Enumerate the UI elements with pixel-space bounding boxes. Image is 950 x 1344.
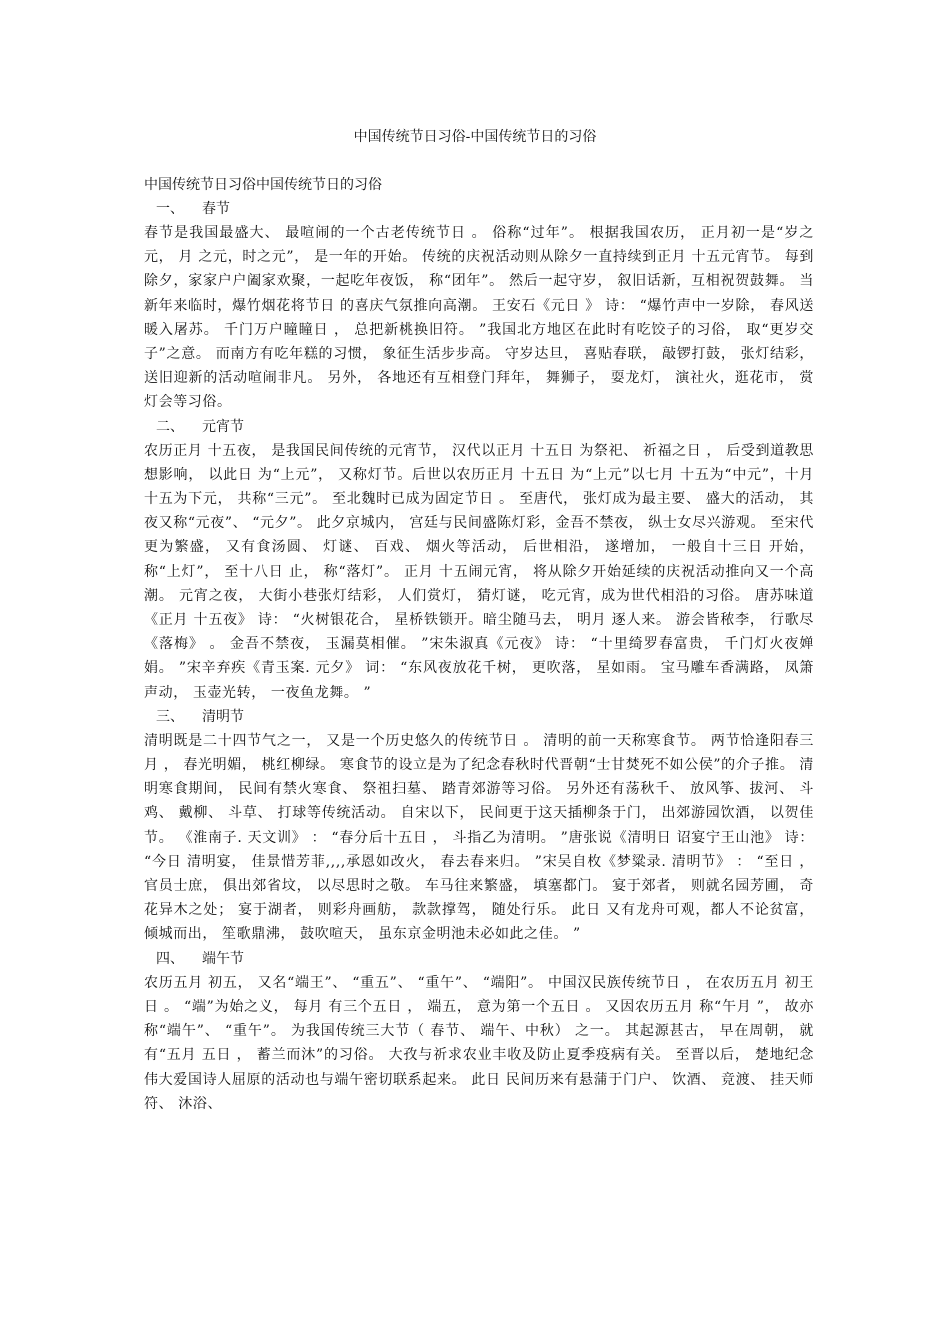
section-number: 四、 [156, 950, 184, 967]
section-heading [144, 705, 814, 729]
document-subtitle: 中国传统节日习俗中国传统节日的习俗 [144, 177, 382, 193]
section-paragraph: 春节是我国最盛大、 最喧闹的一个古老传统节日 。 俗称“过年”。 根据我国农历， 正月初一是“岁之元， 月 之元，时之元”， 是一年的开始。 传统的庆祝活动则从除夕一直持续到正月 十五元宵节。 每到除夕，家家户户阖家欢聚，一起吃年夜饭， 称“团年”。 然后一起守岁， 叙旧话新，互相祝贺鼓舞。 当新年来临时，爆竹烟花将节日 的喜庆气氛推向高潮。 王安石《元日 》 诗： “爆竹声中一岁除， 春风送暖入屠苏。 千门万户瞳瞳日 ， 总把新桃换旧符。 ”我国北方地区在此时有吃饺子的习俗， 取“更岁交子”之意。 而南方有吃年糕的习惯， 象征生活步步高。 守岁达旦， 喜贴春联， 敲锣打鼓， 张灯结彩， 送旧迎新的活动喧闹非凡。 另外， 各地还有互相登门拜年， 舞狮子， 耍龙灯， 演社火，逛花市， 赏灯会等习俗。 [144, 225, 814, 411]
section-heading [144, 197, 814, 221]
section-number: 一、 [156, 201, 184, 217]
section-paragraph: 清明既是二十四节气之一， 又是一个历史悠久的传统节日 。 清明的前一天称寒食节。 两节恰逢阳春三月 ， 春光明媚， 桃红柳绿。 寒食节的设立是为了纪念春秋时代晋朝“士甘焚死不如公侯”的介子推。 清明寒食期间， 民间有禁火寒食、 祭祖扫墓、 踏青郊游等习俗。 另外还有荡秋千、 放风筝、拔河、 斗鸡、 戴柳、 斗草、 打球等传统活动。 自宋以下， 民间更于这天插柳条于门， 出郊游园饮酒， 以贺佳节。 《淮南子. 天文训》 ： “春分后十五日 ， 斗指乙为清明。 ”唐张说《清明日 诏宴宁王山池》 诗： “今日 清明宴， 佳景惜芳菲,,,,承恩如改火， 春去春来归。 ”宋吴自枚《梦粱录. 清明节》 ： “至日 ， 官员士庶， 俱出郊省坟， 以尽思时之敬。 车马往来繁盛， 填塞都门。 宴于郊者， 则就名园芳圃， 奇花异木之处； 宴于湖者， 则彩舟画舫， 款款撑驾， 随处行乐。 此日 又有龙舟可观，都人不论贫富， 倾城而出， 笙歌鼎沸， 鼓吹喧天， 虽东京金明池未必如此之佳。 ” [144, 732, 814, 943]
section-title: 春节 [202, 201, 230, 217]
section-number: 三、 [156, 708, 184, 725]
section-heading [144, 415, 814, 439]
section-title: 端午节 [202, 950, 244, 967]
section-paragraph: 农历正月 十五夜， 是我国民间传统的元宵节， 汉代以正月 十五日 为祭祀、 祈福之日 ， 后受到道教思想影响， 以此日 为“上元”， 又称灯节。后世以农历正月 十五日 为“上元”以七月 十五为“中元”，十月 十五为下元， 共称“三元”。 至北魏时已成为固定节日 。 至唐代， 张灯成为最主要、 盛大的活动， 其夜又称“元夜”、 “元夕”。 此夕京城内， 宫廷与民间盛陈灯彩，金吾不禁夜， 纵士女尽兴游观。 至宋代更为繁盛， 又有食汤圆、 灯谜、 百戏、 烟火等活动， 后世相沿， 遂增加， 一般自十三日 开始， 称“上灯”， 至十八日 止， 称“落灯”。 正月 十五闹元宵， 将从除夕开始延续的庆祝活动推向又一个高潮。 元宵之夜， 大街小巷张灯结彩， 人们赏灯， 猜灯谜， 吃元宵，成为世代相沿的习俗。 唐苏味道《正月 十五夜》 诗： “火树银花合， 星桥铁锁开。暗尘随马去， 明月 逐人来。 游会皆秾李， 行歌尽《落梅》 。 金吾不禁夜， 玉漏莫相催。 ”宋朱淑真《元夜》 诗： “十里绮罗春富贵， 千门灯火夜婵娟。 ”宋辛弃疾《青玉案. 元夕》 词： “东风夜放花千树， 更吹落， 星如雨。 宝马雕车香满路， 凤箫声动， 玉壶光转， 一夜鱼龙舞。 ” [144, 442, 814, 701]
document-body [144, 173, 814, 1116]
document-title: 中国传统节日习俗-中国传统节日的习俗 [353, 129, 597, 145]
section-paragraph: 农历五月 初五， 又名“端王”、 “重五”、 “重午”、 “端阳”。 中国汉民族传统节日 ， 在农历五月 初王日 。 “端”为始之义， 每月 有三个五日 ， 端五， 意为第一个五日 。 又因农历五月 称“午月 ”， 故亦称“端午”、 “重午”。 为我国传统三大节（ 春节、 端午、中秋） 之一。 其起源甚古， 早在周朝， 就有“五月 五日 ， 蓄兰而沐”的习俗。 大孜与祈求农业丰收及防止夏季疫病有关。 至晋以后， 楚地纪念伟大爱国诗人屈原的活动也与端午密切联系起来。 此日 民间历来有悬蒲于门户、 饮酒、 竞渡、 挂天师符、 沐浴、 [144, 974, 814, 1112]
section-heading [144, 947, 814, 971]
section-title: 清明节 [202, 708, 244, 725]
section-number: 二、 [156, 418, 184, 435]
section-title: 元宵节 [202, 418, 244, 435]
